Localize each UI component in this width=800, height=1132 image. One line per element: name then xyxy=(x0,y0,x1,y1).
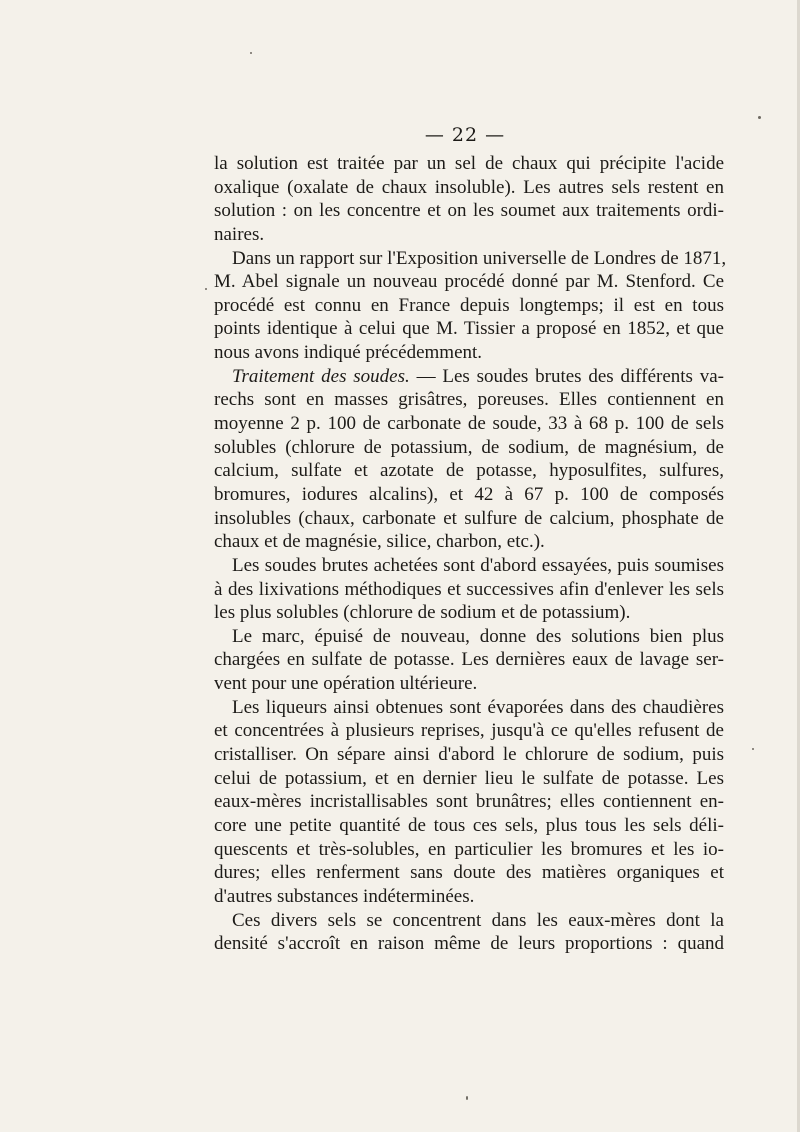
speck xyxy=(250,52,252,54)
text-line: chargées en sulfate de potasse. Les dernières eaux de lavage ser- xyxy=(214,649,724,671)
text-line: Ces divers sels se concentrent dans les eaux-mères dont la xyxy=(232,909,724,931)
text-line: nous avons indiqué précédemment. xyxy=(214,342,483,364)
text-line: Dans un rapport sur l'Exposition universelle de Londres de 1871, xyxy=(232,247,727,269)
text-line: dures; elles renferment sans doute des matières organiques et xyxy=(214,862,724,884)
speck xyxy=(466,1096,468,1100)
text-line: points identique à celui que M. Tissier a proposé en 1852, et que xyxy=(214,318,724,340)
body-text xyxy=(214,152,727,956)
speck xyxy=(752,748,754,750)
text-line: et concentrées à plusieurs reprises, jusqu'à ce qu'elles refusent de xyxy=(214,720,724,742)
text-line: chaux et de magnésie, silice, charbon, etc.). xyxy=(214,531,545,553)
text-line: procédé est connu en France depuis longtemps; il est en tous xyxy=(214,294,724,316)
text-line: solubles (chlorure de potassium, de sodium, de magnésium, de xyxy=(214,436,724,458)
section-heading: Traitement des soudes. xyxy=(232,365,410,387)
text-line: quescents et très-solubles, en particulier les bromures et les io- xyxy=(214,838,724,860)
text-line-rest: — Les soudes brutes des différents va- xyxy=(416,365,725,387)
text-line: d'autres substances indéterminées. xyxy=(214,885,475,907)
text-line: M. Abel signale un nouveau procédé donné par M. Stenford. Ce xyxy=(214,271,724,293)
text-line: densité s'accroît en raison même de leurs proportions : quand xyxy=(214,933,724,955)
text-line: la solution est traitée par un sel de chaux qui précipite l'acide xyxy=(214,153,724,174)
text-line: solution : on les concentre et on les soumet aux traitements ordi- xyxy=(214,200,724,222)
text-line: oxalique (oxalate de chaux insoluble). Les autres sels restent en xyxy=(214,176,724,198)
text-line: core une petite quantité de tous ces sels, plus tous les sels déli- xyxy=(214,814,724,836)
speck xyxy=(758,116,761,119)
text-line: calcium, sulfate et azotate de potasse, hyposulfites, sulfures, xyxy=(214,460,724,482)
text-line: moyenne 2 p. 100 de carbonate de soude, 33 à 68 p. 100 de sels xyxy=(214,413,724,435)
text-line: à des lixivations méthodiques et successives afin d'enlever les sels xyxy=(214,578,724,600)
text-line: vent pour une opération ultérieure. xyxy=(214,673,478,695)
text-line: rechs sont en masses grisâtres, poreuses. Elles contiennent en xyxy=(214,389,724,411)
text-line: Les liqueurs ainsi obtenues sont évaporées dans des chaudières xyxy=(232,696,724,718)
text-line: bromures, iodures alcalins), et 42 à 67 p. 100 de composés xyxy=(214,483,724,505)
text-line: naires. xyxy=(214,223,265,245)
speck xyxy=(205,288,207,290)
text-line: les plus solubles (chlorure de sodium et de potassium). xyxy=(214,602,631,624)
text-line: insolubles (chaux, carbonate et sulfure de calcium, phosphate de xyxy=(214,507,724,529)
text-line xyxy=(214,365,724,389)
page-number: — 22 — xyxy=(424,124,506,146)
text-line: Le marc, épuisé de nouveau, donne des solutions bien plus xyxy=(232,625,724,647)
text-line: cristalliser. On sépare ainsi d'abord le chlorure de sodium, puis xyxy=(214,744,724,766)
text-line: eaux-mères incristallisables sont brunâtres; elles contiennent en- xyxy=(214,791,724,813)
text-line: Les soudes brutes achetées sont d'abord essayées, puis soumises xyxy=(232,554,724,576)
text-line: celui de potassium, et en dernier lieu le sulfate de potasse. Les xyxy=(214,767,724,789)
